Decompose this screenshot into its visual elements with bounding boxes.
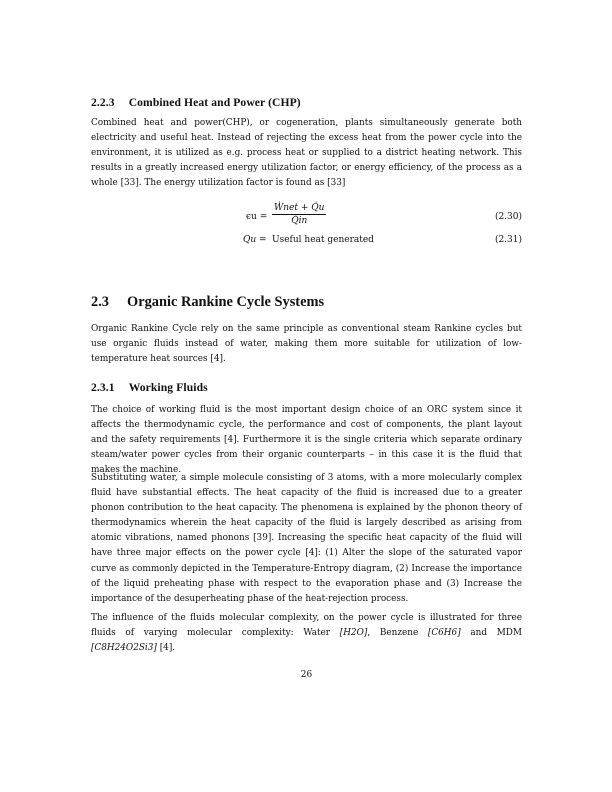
equation-2-31 (91, 235, 522, 249)
equation-rhs: Useful heat generated (272, 235, 374, 245)
section-heading-orc (91, 294, 324, 311)
section-number: 2.3 (91, 294, 109, 310)
section-title: Combined Heat and Power (CHP) (128, 96, 301, 109)
text-segment: and MDM (460, 628, 522, 639)
equation-2-30 (91, 203, 522, 231)
equation-lhs: ϵu = (246, 212, 268, 222)
equation-number: (2.30) (494, 212, 522, 222)
formula-water: [H2O] (339, 628, 368, 639)
page-number: 26 (300, 670, 313, 680)
equation-numerator: Ẇnet + Q̇u (274, 203, 325, 213)
equation-fraction (272, 203, 326, 226)
text-segment: [4]. (156, 643, 176, 654)
section-heading-chp (91, 96, 301, 109)
formula-mdm: [C8H24O2Si3] (91, 643, 157, 654)
paragraph-fluids-2: Substituting water, a simple molecule consisting of 3 atoms, with a more molecularly complex fluid have substantial effects. The heat capacity of the fluid is increased due to a greater phonon contribution to the heat capacity. The phenomena is explained by the phonon theory of thermodynamics wherein the heat capacity of the fluid is largely described as arising from atomic vibrations, named phonons [39]. Increasing the specific heat capacity of the fluid will have three major effects on the power cycle [4]: (1) Alter the slope of the saturated vapor curve as commonly depicted in the Temperature-Entropy diagram, (2) Increase the importance of the liquid preheating phase with respect to the evaporation phase and (3) Increase the importance of the desuperheating phase of the heat-rejection process. (91, 473, 522, 604)
text-segment: , Benzene (367, 628, 428, 639)
paragraph-chp: Combined heat and power(CHP), or cogeneration, plants simultaneously generate both electricity and useful heat. Instead of rejecting the excess heat from the power cycle into the environment, it is utilized as e.g. process heat or supplied to a district heating network. This results in a greatly increased energy utilization factor, or energy efficiency, of the process as a whole [33]. The energy utilization factor is found as [33] (91, 118, 522, 189)
paragraph-orc: Organic Rankine Cycle rely on the same principle as conventional steam Rankine cycles but use organic fluids instead of water, making them more suitable for utilization of low-temperature heat sources [4]. (91, 324, 522, 365)
formula-benzene: [C6H6] (427, 628, 461, 639)
section-title: Organic Rankine Cycle Systems (127, 294, 325, 310)
equation-denominator: Q̇in (291, 216, 308, 226)
section-title: Working Fluids (128, 381, 208, 394)
paragraph-fluids-3 (91, 611, 522, 656)
equation-lhs: Qu = (243, 235, 267, 245)
section-heading-working-fluids (91, 381, 208, 394)
equation-number: (2.31) (494, 235, 522, 245)
paragraph-fluids-1: The choice of working fluid is the most important design choice of an ORC system since it affects the thermodynamic cycle, the performance and cost of components, the plant layout and the safety requirements [4]. Furthermore it is the single criteria which separate ordinary steam/water power cycles from their organic counterparts – in this case it is the fluid that makes the machine. (91, 405, 522, 476)
section-number: 2.3.1 (91, 381, 115, 394)
section-number: 2.2.3 (91, 96, 115, 109)
text-segment: The influence of the fluids molecular complexity, on the power cycle is illustrated for three fluids of varying molecular complexity: Water (91, 613, 522, 639)
